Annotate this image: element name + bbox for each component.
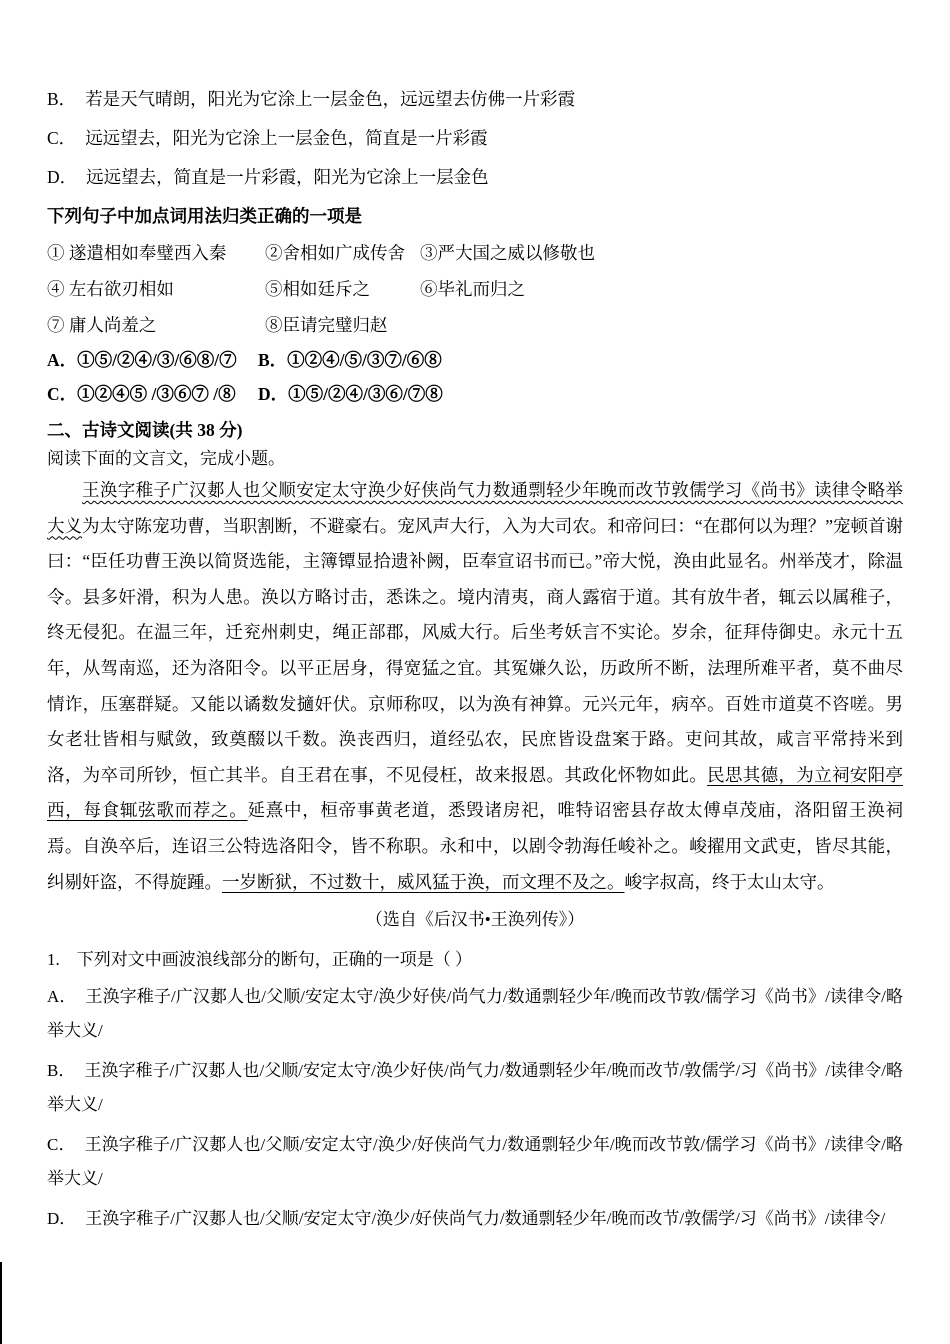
reading-intro: 阅读下面的文言文，完成小题。: [47, 449, 285, 468]
usage-item-4: ④ 左右欲刃相如: [47, 279, 174, 299]
usage-item-2: ②舍相如广成传舍: [265, 243, 405, 263]
passage-segment-underline: 一岁断狱，不过数十，威风猛于涣，而文理不及之。: [222, 871, 625, 892]
option-text: 若是天气晴朗，阳光为它涂上一层金色，远远望去仿佛一片彩霞: [85, 89, 576, 109]
option-text: 王涣字稚子/广汉郪人也/父顺/安定太守/涣少/好侠尚气力/数通剽轻少年/晚而改节/敦儒学/习《尚书》/读律令/: [85, 1209, 886, 1229]
usage-item-5: ⑤相如廷斥之: [265, 279, 370, 299]
option-text: 王涣字稚子/广汉郪人也/父顺/安定太守/涣少/好侠尚气力/数通剽轻少年/晚而改节敦/儒学习《尚书》/读律令/略举大义/: [47, 1135, 904, 1189]
usage-answer-b: B．①②④/⑤/③⑦/⑥⑧: [258, 350, 442, 370]
option-text: 王涣字稚子/广汉郪人也/父顺/安定太守/涣少好侠/尚气力/数通剽轻少年/晚而改节/敦儒学/习《尚书》/读律令/略举大义/: [47, 1061, 904, 1115]
usage-item-1: ① 遂遣相如奉璧西入秦: [47, 243, 227, 263]
option-label: B．: [47, 1061, 76, 1081]
passage-segment-plain: 为太守陈宠功曹，当职割断，不避豪右。宠风声大行，入为大司农。和帝问曰：“在郡何以为理？”宠顿首谢曰：“臣任功曹王涣以简贤选能，主簿镡显拾遗补阙，臣奉宣诏书而已。”帝大悦，涣由此显名。州举茂才，除温令。县多奸滑，积为人患。涣以方略讨击，悉诛之。境内清夷，商人露宿于道。其有放牛者，辄云以属稚子，终无侵犯。在温三年，迁兖州刺史，绳正部郡，风威大行。后坐考妖言不实论。岁余，征拜侍御史。永元十五年，从驾南巡，还为洛阳令。以平正居身，得宽猛之宜。其冤嫌久讼，历政所不断，法理所难平者，莫不曲尽情诈，压塞群疑。又能以谲数发擿奸伏。京师称叹，以为涣有神算。元兴元年，病卒。百姓市道莫不咨嗟。男女老壮皆相与赋敛，致奠醊以千数。涣丧西归，道经弘农，民庶皆设盘案于路。吏问其故，咸言平常持米到洛，为卒司所钞，恒亡其半。自王君在事，不见侵枉，故来报恩。其政化怀物如此。: [47, 515, 904, 785]
passage-source: （选自《后汉书•王涣列传》）: [365, 910, 585, 930]
option-label: D．: [47, 167, 78, 187]
question1-option-c: [47, 1128, 903, 1196]
choice-option-b: [47, 80, 903, 119]
classical-passage: [47, 473, 903, 900]
question1-option-b: [47, 1054, 903, 1122]
usage-item-6: ⑥毕礼而归之: [420, 279, 525, 299]
usage-question-heading: 下列句子中加点词用法归类正确的一项是: [47, 206, 362, 226]
usage-row-1: [47, 235, 903, 271]
question1-option-d: [47, 1202, 903, 1236]
choice-option-c: [47, 119, 903, 158]
usage-answer-d: D．①⑤/②④/③⑥/⑦⑧: [258, 384, 443, 404]
usage-row-3: [47, 307, 903, 343]
option-label: D．: [47, 1209, 77, 1229]
option-text: 远远望去，简直是一片彩霞，阳光为它涂上一层金色: [86, 167, 489, 187]
question1-stem: 1. 下列对文中画波浪线部分的断句，正确的一项是（ ）: [47, 950, 472, 970]
passage-segment-underline: 民思其德，为立祠安阳亭西，每食辄弦歌而荐之。: [47, 764, 903, 821]
option-label: B．: [47, 89, 77, 109]
section-heading: 二、古诗文阅读(共 38 分): [47, 420, 243, 440]
question1-option-a: [47, 980, 903, 1048]
usage-answer-c: C．①②④⑤ /③⑥⑦ /⑧: [47, 384, 236, 404]
usage-answer-a: A．①⑤/②④/③/⑥⑧/⑦: [47, 350, 237, 370]
passage-segment-plain: 峻字叔高，终于太山太守。: [624, 871, 835, 892]
option-label: A．: [47, 987, 77, 1007]
usage-row-2: [47, 271, 903, 307]
option-label: C．: [47, 1135, 76, 1155]
usage-item-7: ⑦ 庸人尚羞之: [47, 315, 157, 335]
passage-segment-wavy: 王涣字稚子广汉郪人也父顺安定太守涣少好侠尚气力数通剽轻少年晚而改节敦儒学习《尚书》读律令略举大义: [47, 480, 903, 536]
passage-segment-plain: 延熹中，桓帝事黄老道，悉毁诸房祀，唯特诏密县存故太傅卓茂庙，洛阳留王涣祠焉。自涣卒后，连诏三公特选洛阳令，皆不称职。永和中，以剧令勃海任峻补之。峻擢用文武吏，皆尽其能，纠剔奸盗，不得旋踵。: [47, 800, 904, 892]
option-text: 远远望去，阳光为它涂上一层金色，简直是一片彩霞: [85, 128, 488, 148]
usage-item-8: ⑧臣请完璧归赵: [265, 315, 388, 335]
usage-item-3: ③严大国之威以修敬也: [420, 243, 595, 263]
scan-edge-artifact: [0, 1262, 2, 1344]
usage-answer-row-2: [47, 377, 903, 411]
option-text: 王涣字稚子/广汉郪人也/父顺/安定太守/涣少好侠/尚气力/数通剽轻少年/晚而改节敦/儒学习《尚书》/读律令/略举大义/: [47, 987, 904, 1041]
usage-answer-row-1: [47, 343, 903, 377]
option-label: C．: [47, 128, 77, 148]
choice-option-d: [47, 158, 903, 197]
